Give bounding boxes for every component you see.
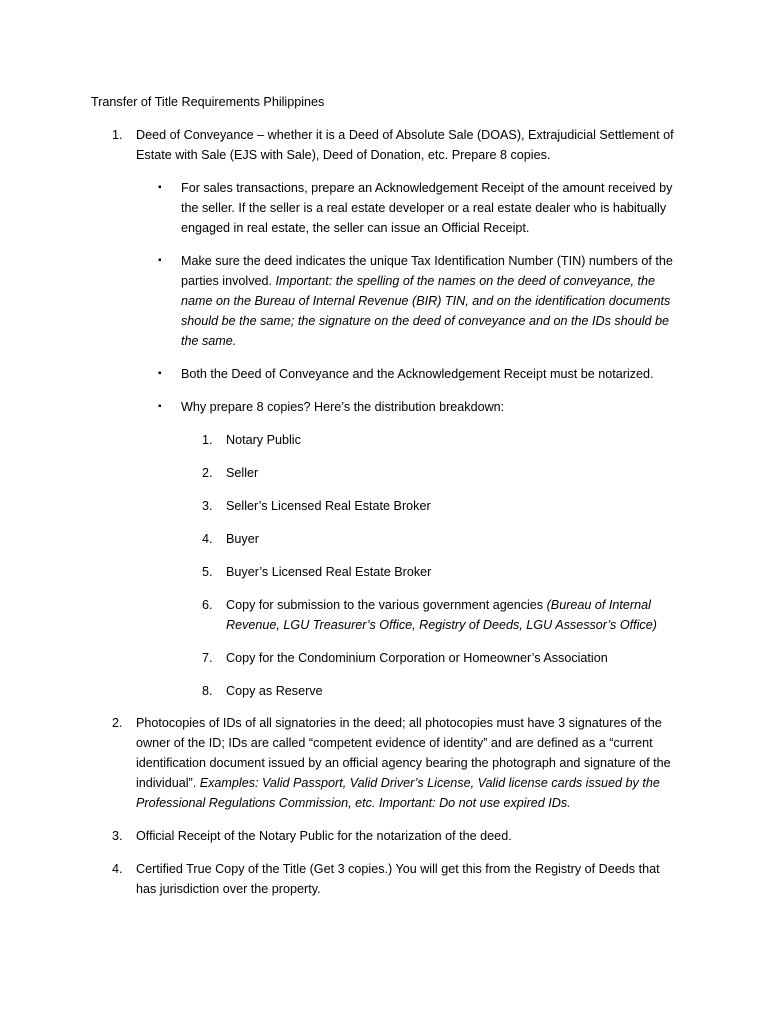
list-number: 4.: [112, 862, 123, 876]
copy-number: 8.: [202, 684, 213, 698]
list-item-text: Deed of Conveyance – whether it is a Deed of Absolute Sale (DOAS), Extrajudicial Settlement of Estate with Sale (EJS with Sale), Deed of Donation, etc. Prepare 8 copies.: [136, 128, 674, 162]
bullet-icon: ▪: [158, 368, 162, 379]
list-item-text: Certified True Copy of the Title (Get 3 copies.) You will get this from the Registry of Deeds that has jurisdiction over the property.: [136, 862, 660, 896]
copy-number: 7.: [202, 651, 213, 665]
document-title: Transfer of Title Requirements Philippines: [91, 95, 325, 109]
list-number: 2.: [112, 716, 123, 730]
bullet-icon: ▪: [158, 255, 162, 266]
copy-text: Copy as Reserve: [226, 684, 323, 698]
copy-text: Buyer’s Licensed Real Estate Broker: [226, 565, 432, 579]
copy-text: Notary Public: [226, 433, 301, 447]
bullet-text: Both the Deed of Conveyance and the Acknowledgement Receipt must be notarized.: [181, 367, 654, 381]
bullet-text-plain: Make sure the deed indicates the unique Tax Identification Number (TIN) numbers of the parties involved.: [181, 254, 673, 288]
bullet-text: [181, 251, 681, 351]
copy-number: 1.: [202, 433, 213, 447]
copy-number: 6.: [202, 598, 213, 612]
list-item-text: Official Receipt of the Notary Public for the notarization of the deed.: [136, 829, 512, 843]
list-item-text-plain: Photocopies of IDs of all signatories in the deed; all photocopies must have 3 signatures of the owner of the ID; IDs are called “competent evidence of identity” and are defined as a “current identification document issued by an official agency bearing the photograph and signature of the individual”.: [136, 716, 671, 790]
bullet-text-italic: Important: the spelling of the names on the deed of conveyance, the name on the Bureau of Internal Revenue (BIR) TIN, and on the identification documents should be the same; the signature on the deed of conveyance and on the IDs should be the same.: [181, 274, 671, 348]
copy-text: [226, 595, 676, 635]
copy-text: Seller: [226, 466, 259, 480]
copy-number: 5.: [202, 565, 213, 579]
bullet-icon: ▪: [158, 182, 162, 193]
copy-text-plain: Copy for submission to the various government agencies: [226, 598, 544, 612]
copy-number: 3.: [202, 499, 213, 513]
list-number: 1.: [112, 128, 123, 142]
copy-number: 2.: [202, 466, 213, 480]
list-item-text: [136, 713, 676, 813]
bullet-text: For sales transactions, prepare an Acknowledgement Receipt of the amount received by the seller. If the seller is a real estate developer or a real estate dealer who is habitually engaged in real estate, the seller can issue an Official Receipt.: [181, 181, 673, 235]
list-number: 3.: [112, 829, 123, 843]
copy-text: Seller’s Licensed Real Estate Broker: [226, 499, 431, 513]
bullet-text: Why prepare 8 copies? Here’s the distribution breakdown:: [181, 400, 505, 414]
list-item-text-italic: Examples: Valid Passport, Valid Driver’s License, Valid license cards issued by the Professional Regulations Commission, etc. Important: Do not use expired IDs.: [136, 776, 660, 810]
bullet-icon: ▪: [158, 401, 162, 412]
copy-number: 4.: [202, 532, 213, 546]
copy-text-italic: (Bureau of Internal Revenue, LGU Treasurer’s Office, Registry of Deeds, LGU Assessor’s Office): [226, 598, 657, 632]
copy-text: Copy for the Condominium Corporation or Homeowner’s Association: [226, 651, 608, 665]
copy-text: Buyer: [226, 532, 259, 546]
